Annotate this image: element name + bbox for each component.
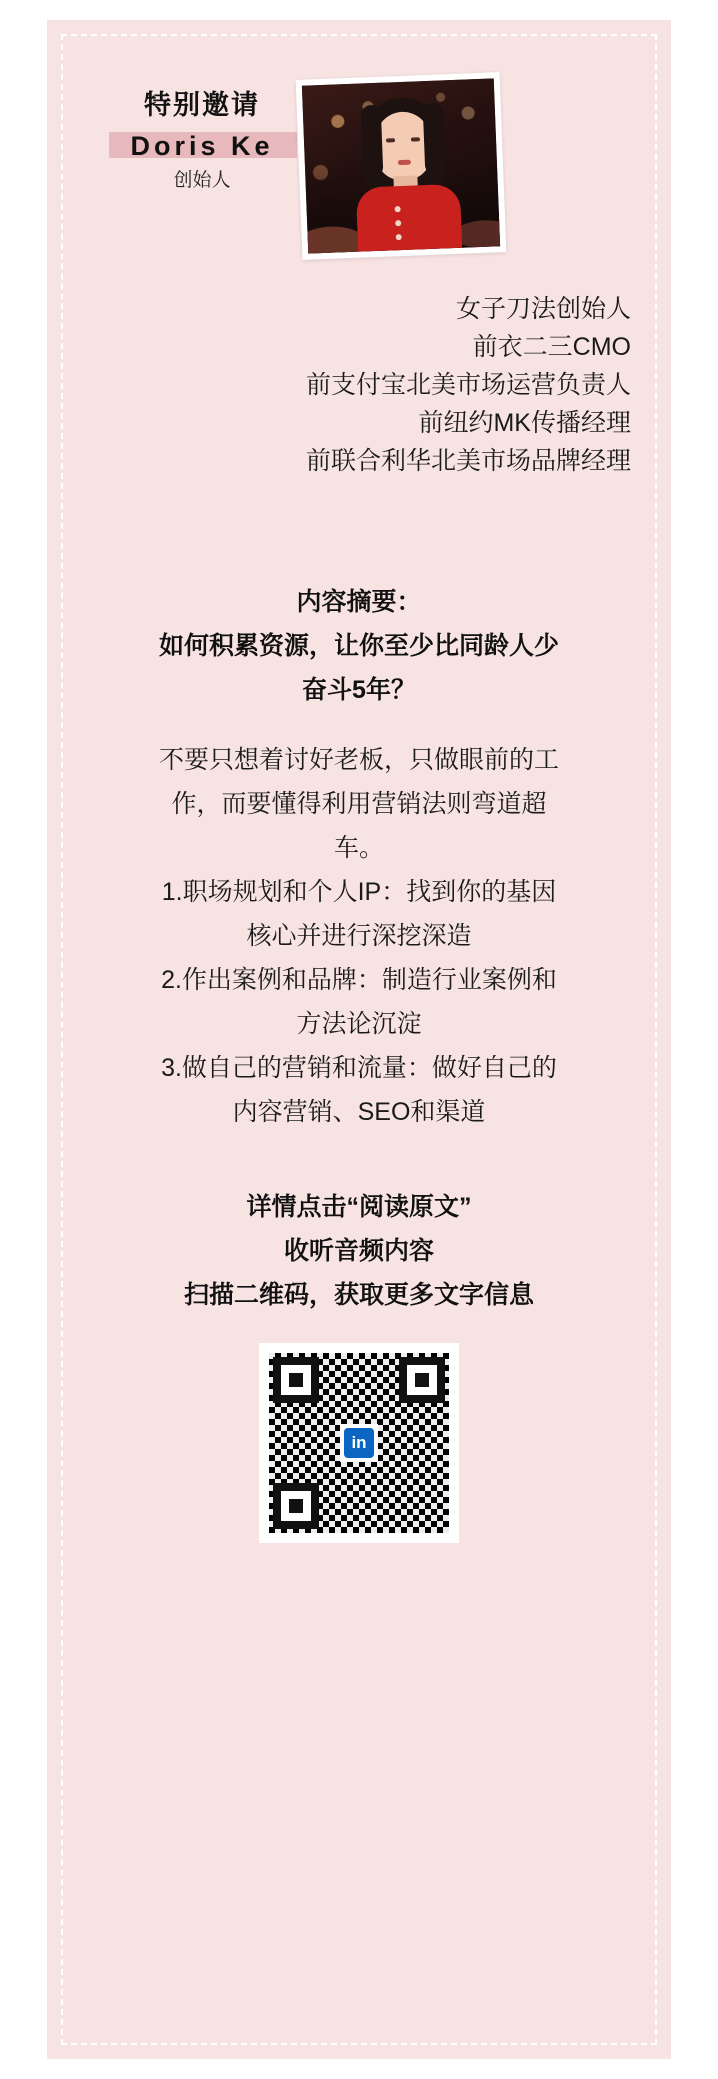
- body-point-2-line-1: 2.作出案例和品牌：制造行业案例和: [161, 966, 557, 994]
- credential-item: 前支付宝北美市场运营负责人: [305, 371, 631, 399]
- speaker-photo: [302, 78, 500, 253]
- body-point-1-line-2: 核心并进行深挖深造: [246, 922, 472, 950]
- photo-dress: [356, 184, 463, 254]
- body-point-3-line-2: 内容营销、SEO和渠道: [232, 1098, 486, 1126]
- summary-question-line-2: 奋斗5年？: [302, 676, 416, 704]
- summary-title: 内容摘要：: [296, 588, 422, 616]
- cta-line-2: 收听音频内容: [283, 1237, 434, 1265]
- header-block: [47, 68, 671, 268]
- summary-block: [109, 580, 609, 712]
- header-text-group: [107, 88, 297, 194]
- credential-item: 前纽约MK传播经理: [418, 409, 631, 437]
- qr-finder-bottom-left: [273, 1483, 319, 1529]
- body-point-1-line-1: 1.职场规划和个人IP：找到你的基因: [161, 878, 557, 906]
- speaker-role: 创始人: [173, 170, 231, 191]
- photo-eye-left: [386, 138, 395, 142]
- body-paragraph-line-1: 不要只想着讨好老板，只做眼前的工: [158, 746, 559, 774]
- summary-question-line-1: 如何积累资源，让你至少比同龄人少: [158, 632, 559, 660]
- body-paragraph-line-2: 作，而要懂得利用营销法则弯道超: [171, 790, 547, 818]
- photo-lips: [398, 160, 411, 165]
- qr-code-container[interactable]: [259, 1343, 459, 1543]
- body-paragraph-line-3: 车。: [333, 834, 384, 862]
- qr-finder-top-left: [273, 1357, 319, 1403]
- linkedin-icon: in: [344, 1428, 374, 1458]
- qr-center-logo-plate: [340, 1424, 378, 1462]
- speaker-name: Doris Ke: [130, 131, 274, 161]
- photo-eye-right: [411, 137, 420, 141]
- photo-hair-front-left: [361, 105, 384, 178]
- poster-card: [47, 20, 671, 2059]
- cta-line-3: 扫描二维码，获取更多文字信息: [183, 1281, 534, 1309]
- speaker-photo-frame: [296, 72, 507, 260]
- photo-hair-front-right: [423, 102, 446, 175]
- body-copy-block: [109, 738, 609, 1134]
- credential-item: 前衣二三CMO: [472, 333, 631, 361]
- cta-line-1[interactable]: 详情点击“阅读原文”: [246, 1193, 472, 1221]
- qr-finder-top-right: [399, 1357, 445, 1403]
- call-to-action-block: [109, 1185, 609, 1317]
- credential-item: 前联合利华北美市场品牌经理: [305, 447, 631, 475]
- qr-code-icon[interactable]: [269, 1353, 449, 1533]
- invite-label: 特别邀请: [144, 90, 260, 120]
- speaker-name-wrap: [107, 128, 297, 164]
- credentials-list: [47, 290, 631, 480]
- body-point-2-line-2: 方法论沉淀: [296, 1010, 422, 1038]
- body-point-3-line-1: 3.做自己的营销和流量：做好自己的: [161, 1054, 557, 1082]
- credential-item: 女子刀法创始人: [455, 295, 631, 323]
